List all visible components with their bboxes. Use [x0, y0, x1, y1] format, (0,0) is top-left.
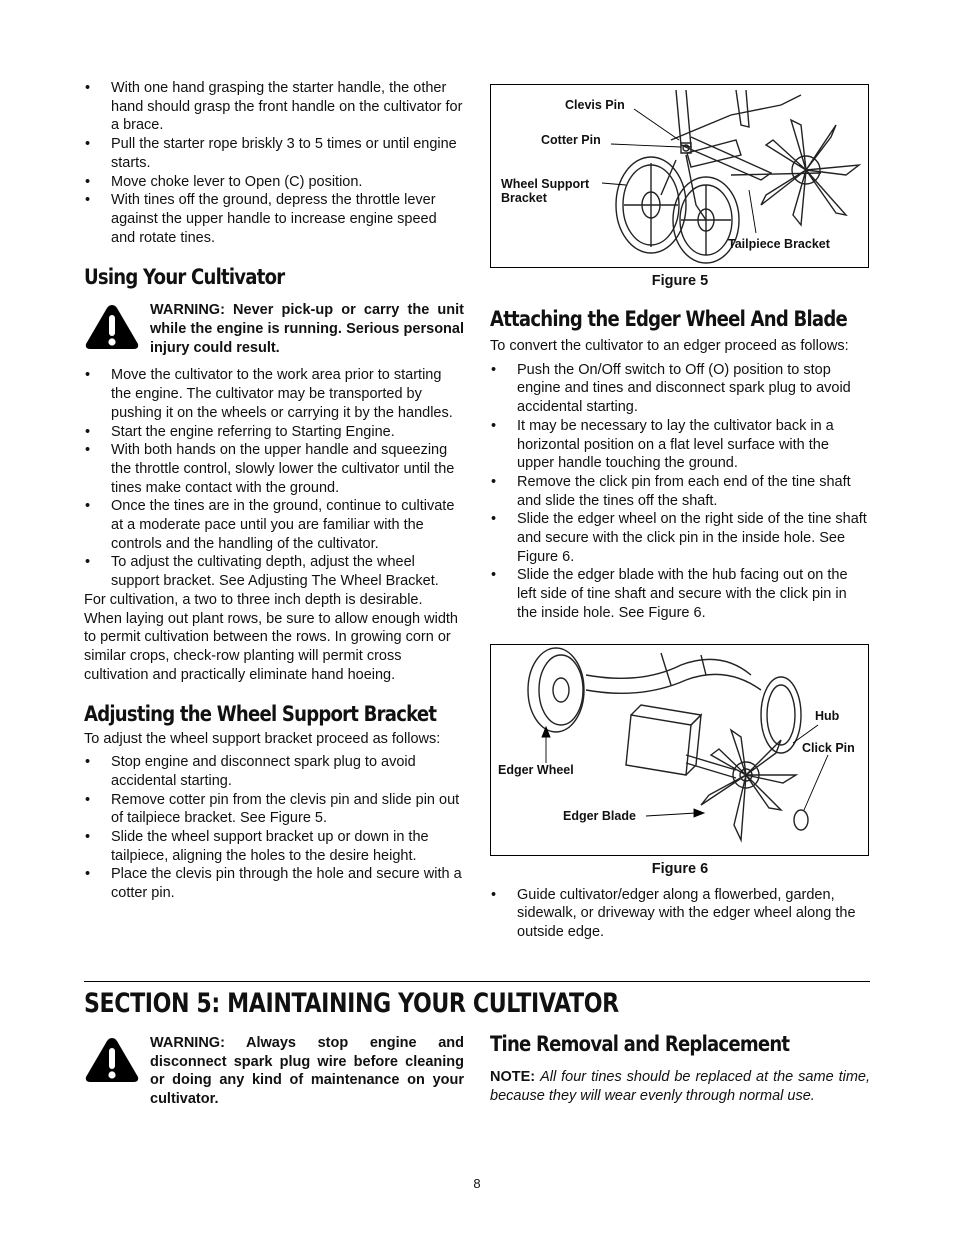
list-item: • Slide the edger wheel on the right side of the tine shaft and secure with the click pin in the inside hole. See Figure 6. — [490, 510, 870, 566]
hub-label: Hub — [815, 708, 840, 723]
list-item: • With both hands on the upper handle and squeezing the throttle control, slowly lower the cultivator until the tines make contact with the ground. — [84, 441, 464, 497]
figure-6-caption: Figure 6 — [651, 860, 709, 877]
adjust-bullets — [84, 753, 464, 903]
section-5-left — [84, 1024, 464, 1109]
attaching-edger-heading: Attaching the Edger Wheel And Blade — [490, 307, 847, 331]
figure-5 — [490, 84, 869, 268]
list-item: • To adjust the cultivating depth, adjust the wheel support bracket. See Adjusting The Wheel Bracket. — [84, 553, 464, 590]
list-item: • Slide the edger blade with the hub facing out on the left side of tine shaft and secure with the click pin in the inside hole. See Figure 6. — [490, 566, 870, 622]
cultivation-paragraph: For cultivation, a two to three inch depth is desirable. When laying out plant rows, be sure to allow enough width to permit cultivation between the rows. In growing corn or similar crops, check-row planting will permit cross cultivation and practically eliminate hand hoeing. — [84, 591, 458, 683]
note-text: All four tines should be replaced at the same time, because they will wear evenly through normal use. — [490, 1069, 871, 1104]
click-pin-label: Click Pin — [802, 740, 855, 755]
edger-bullets — [490, 361, 870, 623]
adjust-intro: To adjust the wheel support bracket proceed as follows: — [84, 731, 441, 748]
maintenance-warning — [84, 1034, 464, 1109]
using-warning — [84, 301, 464, 357]
tine-removal-heading: Tine Removal and Replacement — [490, 1032, 790, 1056]
wheel-support-bracket-label: Wheel Support Bracket — [501, 177, 590, 205]
list-item: • Push the On/Off switch to Off (O) position to stop engine and tines and disconnect spark plug to avoid accidental starting. — [490, 361, 870, 417]
list-item: • Remove cotter pin from the clevis pin and slide pin out of tailpiece bracket. See Figure 5. — [84, 791, 464, 828]
figure-6 — [490, 644, 869, 856]
list-item: • Stop engine and disconnect spark plug to avoid accidental starting. — [84, 753, 464, 790]
right-column — [490, 84, 870, 942]
edger-guide-bullets — [490, 886, 870, 942]
warning-triangle-icon — [84, 1036, 140, 1084]
note-label: NOTE: — [490, 1069, 536, 1085]
section-divider — [84, 981, 870, 982]
list-item: • Once the tines are in the ground, continue to cultivate at a moderate pace until you are familiar with the controls and the handling of the cultivator. — [84, 497, 464, 553]
list-item: • Slide the wheel support bracket up or down in the tailpiece, aligning the holes to the desire height. — [84, 828, 464, 865]
tailpiece-bracket-label: Tailpiece Bracket — [728, 237, 830, 251]
left-column — [84, 79, 464, 903]
list-item: • Start the engine referring to Starting Engine. — [84, 423, 464, 442]
section-5-title: SECTION 5: MAINTAINING YOUR CULTIVATOR — [84, 988, 619, 1019]
page-number: 8 — [473, 1176, 481, 1191]
list-item: • Pull the starter rope briskly 3 to 5 times or until engine starts. — [84, 135, 464, 172]
list-item: • With tines off the ground, depress the throttle lever against the upper handle to increase engine speed and rotate tines. — [84, 191, 464, 247]
list-item: • Move choke lever to Open (C) position. — [84, 173, 464, 192]
note-paragraph — [490, 1068, 870, 1105]
figure-5-caption: Figure 5 — [651, 273, 709, 289]
cotter-pin-label: Cotter Pin — [541, 133, 601, 147]
starting-bullets — [84, 79, 464, 247]
list-item: • With one hand grasping the starter handle, the other hand should grasp the front handle on the cultivator for a brace. — [84, 79, 464, 135]
adjusting-wheel-heading: Adjusting the Wheel Support Bracket — [84, 702, 437, 727]
section-5-right — [490, 1032, 870, 1105]
warning-text: WARNING: Never pick-up or carry the unit while the engine is running. Serious personal injury could result. — [150, 302, 464, 356]
using-bullets — [84, 366, 464, 590]
edger-blade-label: Edger Blade — [563, 808, 636, 823]
warning-text: WARNING: Always stop engine and disconnect spark plug wire before cleaning or doing any kind of maintenance on your cultivator. — [150, 1035, 464, 1108]
list-item: • Place the clevis pin through the hole and secure with a cotter pin. — [84, 865, 464, 902]
list-item: • Remove the click pin from each end of the tine shaft and slide the tines off the shaft. — [490, 473, 870, 510]
list-item: • Move the cultivator to the work area prior to starting the engine. The cultivator may be transported by pushing it on the wheels or carrying it by the handles. — [84, 366, 464, 422]
list-item: • It may be necessary to lay the cultivator back in a horizontal position on a flat level surface with the upper handle touching the ground. — [490, 417, 870, 473]
clevis-pin-label: Clevis Pin — [565, 98, 625, 112]
edger-wheel-label: Edger Wheel — [498, 762, 574, 777]
warning-triangle-icon — [84, 303, 140, 351]
list-item: • Guide cultivator/edger along a flowerbed, garden, sidewalk, or driveway with the edger wheel along the outside edge. — [490, 886, 870, 942]
using-cultivator-heading: Using Your Cultivator — [84, 265, 285, 290]
edger-intro: To convert the cultivator to an edger proceed as follows: — [490, 338, 849, 354]
